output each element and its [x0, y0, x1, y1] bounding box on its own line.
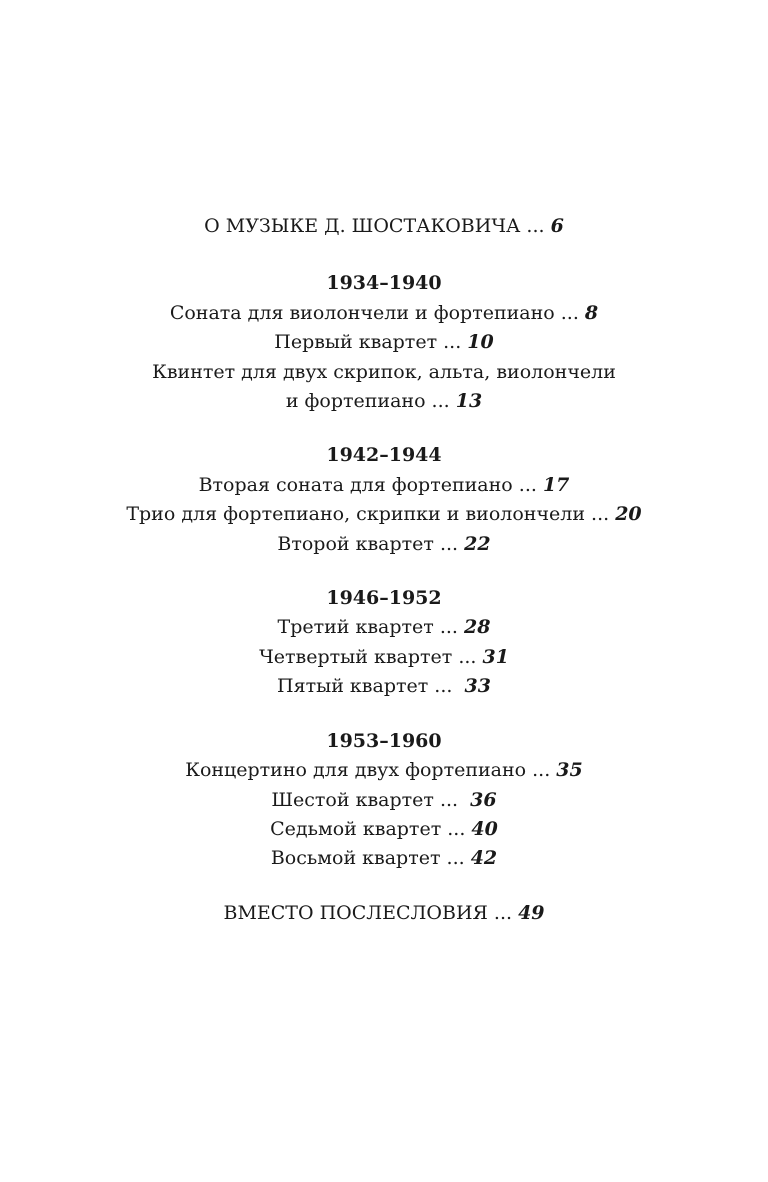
- toc-entry-separator: ...: [520, 215, 551, 237]
- toc-entry[interactable]: [0, 786, 768, 815]
- toc-entry-separator: ...: [428, 675, 465, 698]
- toc-entry-title: и фортепиано: [285, 390, 426, 413]
- toc-entry-separator: ...: [452, 645, 483, 668]
- toc-entry-outro[interactable]: [0, 899, 768, 928]
- toc-entry-separator: ...: [433, 616, 465, 639]
- toc-entry-separator: ...: [554, 301, 585, 324]
- toc-entry[interactable]: [0, 672, 768, 701]
- toc-entry[interactable]: [0, 387, 768, 416]
- toc-entry-title: О МУЗЫКЕ Д. ШОСТАКОВИЧА: [204, 215, 521, 237]
- toc-entry-intro[interactable]: [0, 212, 768, 241]
- section-heading: 1934–1940: [326, 272, 442, 295]
- toc-entry-title: Восьмой квартет: [270, 847, 441, 870]
- toc-entry-title: Второй квартет: [277, 532, 434, 555]
- toc-entry-title: Третий квартет: [277, 616, 434, 639]
- toc-entry-separator: ...: [433, 532, 465, 555]
- toc-entry-separator: ...: [441, 817, 472, 840]
- toc-entry-separator: ...: [526, 759, 557, 782]
- toc-entry[interactable]: [0, 844, 768, 873]
- section-heading: 1953–1960: [326, 729, 442, 752]
- toc-entry[interactable]: [0, 756, 768, 785]
- toc-entry-title: Первый квартет: [274, 331, 438, 354]
- toc-entry-separator: ...: [440, 847, 471, 870]
- toc-entry-title: Шестой квартет: [271, 788, 434, 811]
- toc-entry-page: 8: [584, 301, 599, 324]
- toc-entry[interactable]: [0, 530, 768, 559]
- toc-entry-title: Трио для фортепиано, скрипки и виолончели: [126, 503, 585, 526]
- toc-entry-page: 10: [467, 331, 494, 354]
- toc-entry-page: 20: [615, 503, 642, 526]
- toc-entry-page: 22: [464, 532, 491, 555]
- toc-entry[interactable]: [0, 358, 768, 387]
- toc-entry-page: 6: [550, 215, 564, 237]
- toc-entry-title: Соната для виолончели и фортепиано: [169, 301, 555, 324]
- toc-entry-separator: ...: [487, 901, 519, 924]
- toc-entry-page: 31: [482, 645, 509, 668]
- toc-entry-page: 17: [542, 473, 570, 496]
- toc-entry-title: Седьмой квартет: [270, 817, 442, 840]
- toc-entry-title: Вторая соната для фортепиано: [198, 473, 513, 496]
- toc-entry[interactable]: [0, 613, 768, 642]
- toc-entry-title: Квинтет для двух скрипок, альта, виолончели: [152, 360, 616, 383]
- toc-entry-separator: ...: [584, 503, 616, 526]
- toc-entry[interactable]: [0, 815, 768, 844]
- toc-entry-separator: ...: [425, 390, 456, 413]
- toc-entry[interactable]: [0, 471, 768, 500]
- toc-entry-page: 28: [464, 616, 491, 639]
- toc-entry[interactable]: [0, 643, 768, 672]
- toc-entry-title: ВМЕСТО ПОСЛЕСЛОВИЯ: [223, 901, 488, 924]
- table-of-contents: [0, 212, 768, 928]
- toc-entry-page: 35: [556, 759, 583, 782]
- toc-entry[interactable]: [0, 328, 768, 357]
- toc-entry-title: Концертино для двух фортепиано: [185, 759, 527, 782]
- toc-entry-separator: ...: [437, 331, 468, 354]
- toc-entry-separator: ...: [512, 473, 543, 496]
- toc-entry[interactable]: [0, 500, 768, 529]
- toc-entry-separator: ...: [433, 788, 471, 811]
- toc-entry-page: 42: [470, 847, 498, 870]
- toc-entry[interactable]: [0, 299, 768, 328]
- toc-entry-page: 36: [470, 788, 497, 811]
- toc-entry-title: Четвертый квартет: [259, 645, 453, 668]
- toc-entry-title: Пятый квартет: [277, 675, 429, 698]
- toc-entry-page: 40: [471, 817, 498, 840]
- section-heading: 1942–1944: [326, 444, 442, 467]
- toc-entry-page: 13: [455, 390, 483, 413]
- toc-entry-page: 49: [518, 901, 545, 924]
- section-heading: 1946–1952: [326, 587, 442, 610]
- toc-entry-page: 33: [464, 675, 491, 698]
